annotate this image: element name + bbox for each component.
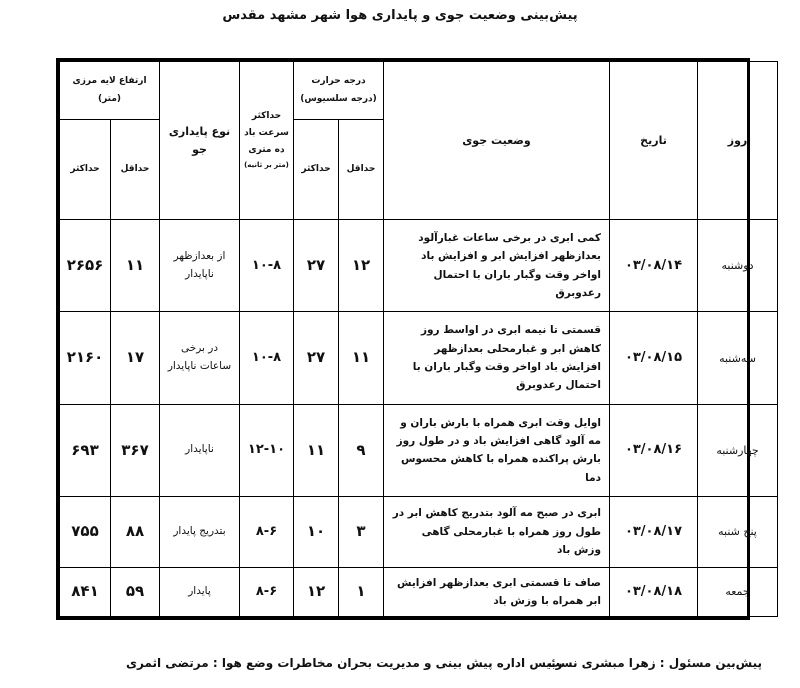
table-row — [60, 312, 778, 404]
cell-mix-min: ۱۱ — [111, 220, 160, 312]
header-wind-unit: (متر بر ثانیه) — [244, 161, 289, 170]
cell-mix-max: ۲۱۶۰ — [60, 312, 111, 404]
cell-date: ۰۳/۰۸/۱۵ — [610, 312, 698, 404]
cell-stability: پایدار — [160, 567, 240, 616]
header-date: تاریخ — [610, 62, 698, 220]
cell-mix-min: ۸۸ — [111, 497, 160, 568]
cell-weather: کمی ابری در برخی ساعات غبارآلود بعدازظهر افزایش ابر و افزایش باد اواخر وقت وگبار باران با احتمال رعدوبرق — [384, 220, 610, 312]
cell-temp-min: ۱ — [339, 567, 384, 616]
header-mixing-height-label: ارتفاع لایه مرزی — [72, 76, 147, 87]
cell-temp-min: ۹ — [339, 404, 384, 496]
header-day: روز — [698, 62, 778, 220]
cell-temp-max: ۱۱ — [294, 404, 339, 496]
cell-mix-max: ۲۶۵۶ — [60, 220, 111, 312]
cell-temp-max: ۲۷ — [294, 312, 339, 404]
cell-stability: ناپایدار — [160, 404, 240, 496]
cell-wind: ۸-۶ — [240, 497, 294, 568]
cell-weather: قسمتی تا نیمه ابری در اواسط روز کاهش ابر و غبارمحلی بعدازظهر افزایش باد اواخر وقت وگبار باران با احتمال رعدوبرق — [384, 312, 610, 404]
cell-mix-min: ۱۷ — [111, 312, 160, 404]
director-signature: رئیس اداره پیش بینی و مدیریت بحران مخاطرات وضع هوا : مرتضی اثمری — [126, 656, 563, 670]
cell-mix-max: ۸۴۱ — [60, 567, 111, 616]
cell-weather: صاف تا قسمتی ابری بعدازظهر افزایش ابر همراه با وزش باد — [384, 567, 610, 616]
header-mix-min: حداقل — [111, 120, 160, 220]
cell-temp-min: ۱۱ — [339, 312, 384, 404]
forecaster-signature: پیش‌بین مسئول : زهرا مبشری نسب — [548, 656, 762, 670]
cell-weather: اوایل وقت ابری همراه با بارش باران و مه آلود گاهی افزایش باد و در طول روز بارش پراکنده همراه با کاهش محسوس دما — [384, 404, 610, 496]
cell-stability: از بعدازظهر ناپایدار — [160, 220, 240, 312]
cell-day: دوشنبه — [698, 220, 778, 312]
cell-mix-min: ۵۹ — [111, 567, 160, 616]
cell-temp-max: ۱۰ — [294, 497, 339, 568]
header-wind — [240, 62, 294, 220]
cell-temp-min: ۱۲ — [339, 220, 384, 312]
cell-day: چهارشنبه — [698, 404, 778, 496]
table-row — [60, 497, 778, 568]
cell-mix-max: ۶۹۳ — [60, 404, 111, 496]
forecast-grid — [59, 61, 778, 617]
table-row — [60, 404, 778, 496]
cell-day: جمعه — [698, 567, 778, 616]
cell-date: ۰۳/۰۸/۱۸ — [610, 567, 698, 616]
header-mixing-height-unit: (متر) — [97, 93, 122, 104]
header-temperature-label: درجه حرارت — [311, 76, 366, 87]
table-row — [60, 220, 778, 312]
header-temp-min: حداقل — [339, 120, 384, 220]
header-temp-max: حداکثر — [294, 120, 339, 220]
header-temperature-unit: (درجه سلسیوس) — [300, 93, 377, 104]
cell-stability: در برخی ساعات ناپایدار — [160, 312, 240, 404]
cell-date: ۰۳/۰۸/۱۷ — [610, 497, 698, 568]
cell-temp-max: ۱۲ — [294, 567, 339, 616]
cell-weather: ابری در صبح مه آلود بتدریج کاهش ابر در طول روز همراه با غبارمحلی گاهی وزش باد — [384, 497, 610, 568]
cell-date: ۰۳/۰۸/۱۴ — [610, 220, 698, 312]
cell-stability: بتدریج پایدار — [160, 497, 240, 568]
forecast-table — [56, 58, 759, 620]
page-title: پیش‌بینی وضعیت جوی و پایداری هوا شهر مشهد مقدس — [222, 8, 578, 23]
header-weather: وضعیت جوی — [384, 62, 610, 220]
header-temperature — [294, 62, 384, 120]
header-stability: نوع پایداری جو — [160, 62, 240, 220]
cell-wind: ۱۲-۱۰ — [240, 404, 294, 496]
cell-temp-max: ۲۷ — [294, 220, 339, 312]
cell-wind: ۸-۶ — [240, 567, 294, 616]
table-row — [60, 567, 778, 616]
cell-day: سه‌شنبه — [698, 312, 778, 404]
header-wind-label: حداکثر سرعت باد ده متری — [244, 111, 289, 156]
cell-temp-min: ۳ — [339, 497, 384, 568]
header-mix-max: حداکثر — [60, 120, 111, 220]
cell-day: پنج شنبه — [698, 497, 778, 568]
cell-date: ۰۳/۰۸/۱۶ — [610, 404, 698, 496]
cell-mix-max: ۷۵۵ — [60, 497, 111, 568]
cell-mix-min: ۳۶۷ — [111, 404, 160, 496]
cell-wind: ۱۰-۸ — [240, 220, 294, 312]
header-mixing-height — [60, 62, 160, 120]
cell-wind: ۱۰-۸ — [240, 312, 294, 404]
